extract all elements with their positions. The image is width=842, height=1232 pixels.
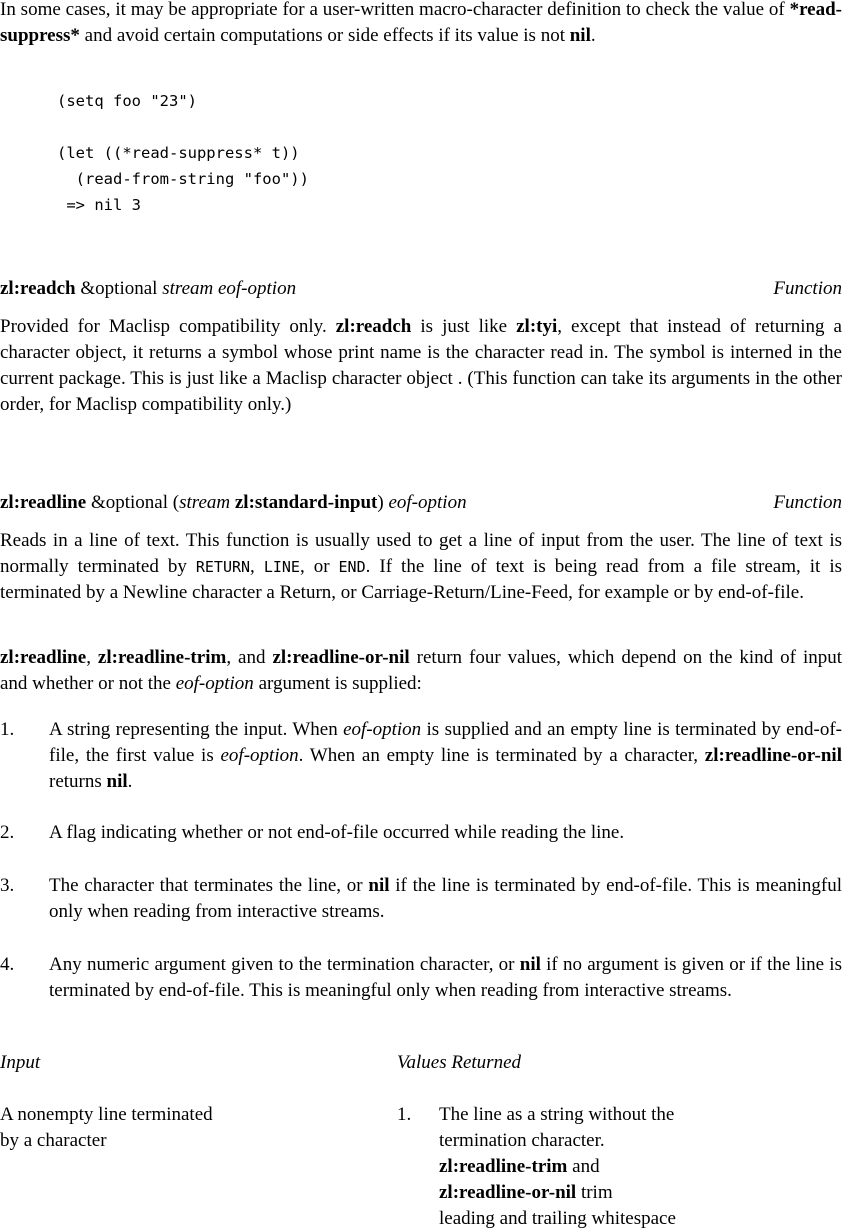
readline-or-nil-keyword: zl:readline-or-nil [439,1182,577,1203]
readline-text-2: , [250,556,264,577]
code-line: (setq foo "23") [57,92,197,110]
item3-text-2: if the line is terminated by end-of-file. This is meaningful only when reading from interactive streams. [49,875,842,922]
list-number: 1. [397,1104,412,1125]
readch-text-3: , except that instead of returning a character object, it returns a symbol whose print name is the character read in. The symbol is interned in the current package. This is just like a Maclisp character object . (This function can take its arguments in the other order, for Maclisp compatibility only.) [0,316,842,415]
item4-text-2: if no argument is given or if the line is terminated by end-of-file. This is meaningful only when reading from interactive streams. [49,954,842,1001]
list-number: 2. [0,822,15,843]
intro-paragraph [0,0,842,49]
list-number: 4. [0,954,15,975]
readline-values-intro [0,645,842,697]
readline-text-3: , or [299,556,339,577]
readch-name: zl:readch [0,278,76,299]
definition-kind: Function [773,492,842,513]
readline-name: zl:readline [0,492,87,513]
readch-text [0,314,842,418]
values-line: The line as a string without the [439,1104,675,1125]
readline-text-1: Reads in a line of text. This function is usually used to get a line of input from the user. The line of text is normally terminated by [0,530,842,577]
code-line: => nil 3 [57,196,141,214]
item1-text-1: A string representing the input. When [49,719,344,740]
values-heading: Values Returned [397,1052,522,1073]
table-cell-number [397,1102,411,1128]
input-line: A nonempty line terminated [0,1104,213,1125]
nil-keyword: nil [368,875,390,896]
read-suppress-keyword: *read-suppress* [0,0,842,46]
values-line [439,1154,676,1180]
readch-description [0,314,842,418]
readline-definition-header [0,490,842,516]
code-example [57,88,309,218]
stream-arg: stream [179,492,231,513]
values-intro-text-1: return four values, which depend on the kind of input and whether or not the [0,647,842,694]
readch-text-1: Provided for Maclisp compatibility only. [0,316,336,337]
paren-close: ) [377,492,389,513]
readline-or-nil-keyword: zl:readline-or-nil [704,745,842,766]
eof-option-arg: eof-option [175,673,254,694]
input-heading: Input [0,1052,41,1073]
readch-definition-header [0,276,842,302]
line-key: LINE [263,558,300,576]
intro-text-1: In some cases, it may be appropriate for a user-written macro-character definition to check the value of [0,0,790,20]
nil-keyword: nil [519,954,541,975]
values-line [439,1180,676,1206]
input-line: by a character [0,1130,107,1151]
readch-args: stream eof-option [162,278,297,299]
values-intro-text [0,645,842,697]
readline-text-4: . If the line of text is being read from a file stream, it is terminated by a Newline character a Return, or Carriage-Return/Line-Feed, for example or by end-of-file. [0,556,842,603]
code-line: (let ((*read-suppress* t)) [57,144,300,162]
table-header-values [397,1050,521,1076]
list-item-text [49,873,842,925]
eof-option-arg: eof-option [388,492,467,513]
table-cell-input [0,1102,213,1154]
item4-text-1: Any numeric argument given to the termination character, or [49,954,520,975]
values-text: and [567,1156,600,1177]
list-item-text [49,952,842,1004]
values-text: trim [576,1182,613,1203]
tyi-keyword: zl:tyi [516,316,558,337]
readch-keyword: zl:readch [335,316,412,337]
item1-text-3: . When an empty line is terminated by a character, [298,745,705,766]
list-number: 1. [0,719,15,740]
nil-keyword: nil [569,25,591,46]
values-intro-text-2: argument is supplied: [253,673,422,694]
table-header-input [0,1050,40,1076]
table-cell-values [439,1102,676,1232]
readline-keyword: zl:readline [0,647,87,668]
code-line: (read-from-string "foo")) [57,170,309,188]
return-key: RETURN [195,558,251,576]
intro-text-2: and avoid certain computations or side effects if its value is not [79,25,570,46]
list-item-text: A flag indicating whether or not end-of-file occurred while reading the line. [49,822,625,843]
intro-text-3: . [590,25,596,46]
sep-1: , [86,647,98,668]
list-number: 3. [0,875,15,896]
readline-trim-keyword: zl:readline-trim [439,1156,568,1177]
readch-text-2: is just like [411,316,517,337]
readline-or-nil-keyword: zl:readline-or-nil [272,647,410,668]
item1-text-2: is supplied and an empty line is terminated by end-of-file, the first value is [49,719,842,766]
standard-input-default: zl:standard-input [234,492,378,513]
optional-keyword: &optional [75,278,163,299]
definition-kind: Function [773,278,842,299]
values-line: leading and trailing whitespace [439,1208,676,1229]
readline-text [0,528,842,606]
eof-option-arg: eof-option [343,719,422,740]
sep-2: , and [226,647,273,668]
item1-text-5: . [127,771,133,792]
readline-trim-keyword: zl:readline-trim [97,647,227,668]
values-line: termination character. [439,1130,605,1151]
intro-text [0,0,842,49]
end-key: END [338,558,366,576]
item3-text-1: The character that terminates the line, or [49,875,369,896]
nil-keyword: nil [106,771,128,792]
readline-description [0,528,842,606]
list-item-text [49,717,842,795]
eof-option-arg: eof-option [220,745,299,766]
item1-text-4: returns [49,771,107,792]
optional-keyword: &optional ( [86,492,180,513]
